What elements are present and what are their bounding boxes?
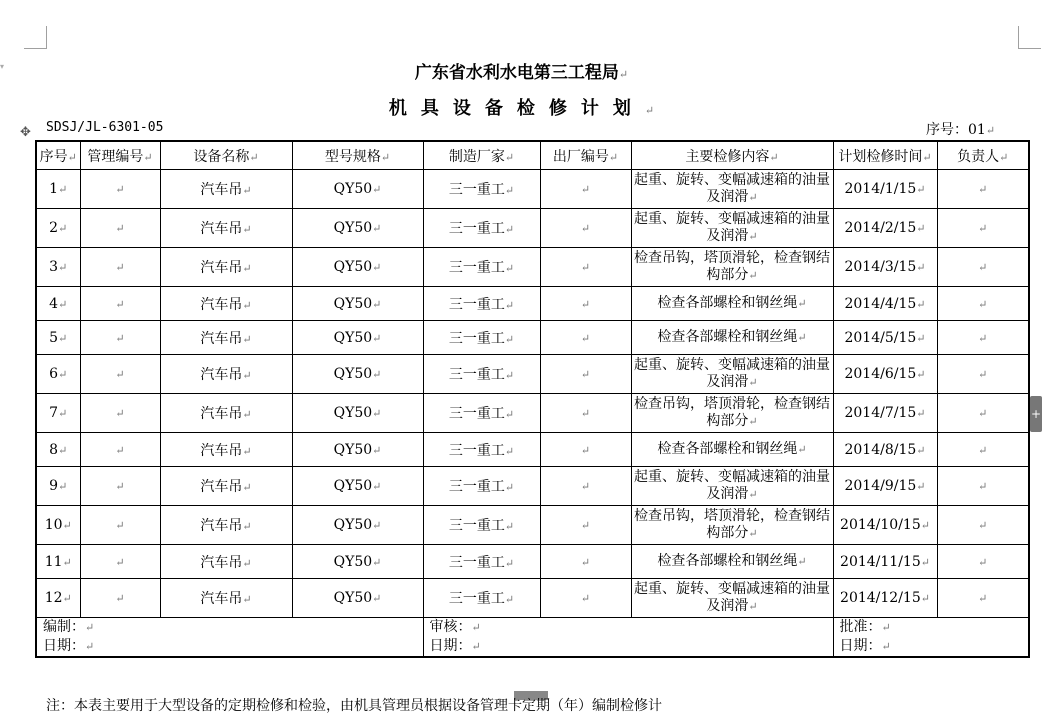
table-header-row xyxy=(36,141,1029,170)
factory-number-cell[interactable] xyxy=(540,355,631,394)
paragraph-mark-icon: ↵ xyxy=(916,443,926,457)
model-cell[interactable]: QY50↵ xyxy=(292,321,423,355)
factory-number-cell[interactable] xyxy=(540,170,631,209)
row-number-cell[interactable]: 11↵ xyxy=(36,545,80,579)
paragraph-mark-icon: ↵ xyxy=(580,183,591,196)
responsible-person-cell[interactable] xyxy=(937,394,1029,433)
equipment-name-cell[interactable]: 汽车吊↵ xyxy=(160,170,292,209)
row-number-cell[interactable]: 4↵ xyxy=(36,287,80,321)
equipment-name-cell[interactable]: 汽车吊↵ xyxy=(160,209,292,248)
management-number-cell[interactable] xyxy=(80,355,160,394)
management-number-cell[interactable] xyxy=(80,394,160,433)
paragraph-mark-icon: ↵ xyxy=(916,222,926,235)
maintenance-content-cell[interactable]: 检查各部螺栓和钢丝绳↵ xyxy=(631,287,833,321)
paragraph-mark-icon: ↵ xyxy=(58,443,68,457)
paragraph-mark-icon: ↵ xyxy=(58,368,68,381)
row-number-cell[interactable]: 6↵ xyxy=(36,355,80,394)
add-column-handle-icon[interactable]: + xyxy=(1030,396,1042,432)
management-number-cell[interactable] xyxy=(80,248,160,287)
paragraph-mark-icon: ↵ xyxy=(58,331,68,345)
responsible-person-cell[interactable] xyxy=(937,433,1029,467)
paragraph-mark-icon: ↵ xyxy=(580,368,591,381)
paragraph-mark-icon: ↵ xyxy=(504,223,515,236)
planned-date-cell[interactable]: 2014/5/15↵ xyxy=(833,321,937,355)
row-number-cell[interactable]: 8↵ xyxy=(36,433,80,467)
column-header[interactable]: 管理编号↵ xyxy=(80,141,160,170)
model-cell[interactable]: QY50↵ xyxy=(292,170,423,209)
row-number-cell[interactable]: 12↵ xyxy=(36,579,80,618)
paragraph-mark-icon: ↵ xyxy=(748,527,758,540)
factory-number-cell[interactable] xyxy=(540,209,631,248)
planned-date-cell[interactable]: 2014/4/15↵ xyxy=(833,287,937,321)
paragraph-mark-icon: ↵ xyxy=(372,222,382,235)
row-number-cell[interactable]: 7↵ xyxy=(36,394,80,433)
responsible-person-cell[interactable] xyxy=(937,545,1029,579)
table-row xyxy=(36,506,1029,545)
planned-date-cell[interactable]: 2014/7/15↵ xyxy=(833,394,937,433)
paragraph-mark-icon: ↵ xyxy=(372,297,382,311)
table-row xyxy=(36,545,1029,579)
responsible-person-cell[interactable] xyxy=(937,355,1029,394)
paragraph-mark-icon: ↵ xyxy=(115,407,125,420)
table-row xyxy=(36,355,1029,394)
paragraph-mark-icon: ↵ xyxy=(748,376,758,389)
paragraph-mark-icon: ↵ xyxy=(580,297,591,311)
paragraph-mark-icon: ↵ xyxy=(580,519,591,532)
responsible-person-cell[interactable] xyxy=(937,287,1029,321)
management-number-cell[interactable] xyxy=(80,170,160,209)
equipment-name-cell[interactable]: 汽车吊↵ xyxy=(160,506,292,545)
paragraph-mark-icon: ↵ xyxy=(242,262,252,275)
paragraph-mark-icon: ↵ xyxy=(748,191,758,204)
manufacturer-cell[interactable]: 三一重工↵ xyxy=(423,545,540,579)
column-header[interactable]: 计划检修时间↵ xyxy=(833,141,937,170)
manufacturer-cell[interactable]: 三一重工↵ xyxy=(423,355,540,394)
management-number-cell[interactable] xyxy=(80,545,160,579)
paragraph-mark-icon: ↵ xyxy=(372,368,382,381)
table-row xyxy=(36,248,1029,287)
paragraph-mark-icon: ↵ xyxy=(62,555,72,569)
paragraph-mark-icon: ↵ xyxy=(881,640,891,653)
paragraph-mark-icon: ↵ xyxy=(372,592,382,605)
model-cell[interactable]: QY50↵ xyxy=(292,394,423,433)
responsible-person-cell[interactable] xyxy=(937,248,1029,287)
responsible-person-cell[interactable] xyxy=(937,209,1029,248)
factory-number-cell[interactable] xyxy=(540,579,631,618)
planned-date-cell[interactable]: 2014/10/15↵ xyxy=(833,506,937,545)
paragraph-mark-icon: ↵ xyxy=(242,444,252,458)
column-header[interactable]: 负责人↵ xyxy=(937,141,1029,170)
paragraph-mark-icon: ↵ xyxy=(920,555,930,569)
paragraph-mark-icon: ↵ xyxy=(748,600,758,613)
paragraph-mark-icon: ↵ xyxy=(999,150,1009,164)
paragraph-mark-icon: ↵ xyxy=(797,297,807,310)
paragraph-mark-icon: ↵ xyxy=(978,443,988,457)
table-row xyxy=(36,209,1029,248)
model-cell[interactable]: QY50↵ xyxy=(292,433,423,467)
paragraph-mark-icon: ↵ xyxy=(372,519,382,532)
row-number-cell[interactable]: 9↵ xyxy=(36,467,80,506)
planned-date-cell[interactable]: 2014/8/15↵ xyxy=(833,433,937,467)
paragraph-mark-icon: ↵ xyxy=(978,183,988,196)
maintenance-content-cell[interactable]: 起重、旋转、变幅减速箱的油量及润滑↵ xyxy=(631,355,833,394)
paragraph-mark-icon: ↵ xyxy=(115,443,125,457)
footnote: 注：本表主要用于大型设备的定期检修和检验，由机具管理员根据设备管理卡定期（年）编制检修计 xyxy=(46,698,662,714)
equipment-name-cell[interactable]: 汽车吊↵ xyxy=(160,467,292,506)
column-header[interactable]: 制造厂家↵ xyxy=(423,141,540,170)
equipment-name-cell[interactable]: 汽车吊↵ xyxy=(160,287,292,321)
paragraph-mark-icon: ↵ xyxy=(242,332,252,346)
equipment-name-cell[interactable]: 汽车吊↵ xyxy=(160,248,292,287)
paragraph-mark-icon: ↵ xyxy=(580,555,591,569)
table-row xyxy=(36,287,1029,321)
organization-heading: 广东省水利水电第三工程局↵ xyxy=(414,63,629,83)
paragraph-mark-icon: ↵ xyxy=(580,592,591,605)
paragraph-mark-icon: ↵ xyxy=(580,443,591,457)
paragraph-mark-icon: ↵ xyxy=(115,368,125,381)
paragraph-mark-icon: ↵ xyxy=(62,592,72,605)
paragraph-mark-icon: ↵ xyxy=(372,407,382,420)
paragraph-mark-icon: ↵ xyxy=(242,298,252,312)
model-cell[interactable]: QY50↵ xyxy=(292,579,423,618)
maintenance-content-cell[interactable]: 起重、旋转、变幅减速箱的油量及润滑↵ xyxy=(631,579,833,618)
paragraph-mark-icon: ↵ xyxy=(504,481,515,494)
paragraph-mark-icon: ↵ xyxy=(58,480,68,493)
planned-date-cell[interactable]: 2014/11/15↵ xyxy=(833,545,937,579)
paragraph-mark-icon: ↵ xyxy=(916,331,926,345)
paragraph-mark-icon: ↵ xyxy=(380,150,391,164)
model-cell[interactable]: QY50↵ xyxy=(292,506,423,545)
row-number-cell[interactable]: 5↵ xyxy=(36,321,80,355)
planned-date-cell[interactable]: 2014/6/15↵ xyxy=(833,355,937,394)
manufacturer-cell[interactable]: 三一重工↵ xyxy=(423,467,540,506)
manufacturer-cell[interactable]: 三一重工↵ xyxy=(423,287,540,321)
paragraph-mark-icon: ↵ xyxy=(608,150,619,164)
paragraph-mark-icon: ↵ xyxy=(504,332,515,346)
document-code: SDSJ/JL-6301-05 xyxy=(46,120,164,135)
paragraph-mark-icon: ↵ xyxy=(978,261,988,274)
manufacturer-cell[interactable]: 三一重工↵ xyxy=(423,579,540,618)
table-row xyxy=(36,433,1029,467)
responsible-person-cell[interactable] xyxy=(937,579,1029,618)
paragraph-mark-icon: ↵ xyxy=(978,222,988,235)
paragraph-mark-icon: ↵ xyxy=(115,480,125,493)
factory-number-cell[interactable] xyxy=(540,433,631,467)
paragraph-mark-icon: ↵ xyxy=(242,556,252,570)
manufacturer-cell[interactable]: 三一重工↵ xyxy=(423,248,540,287)
factory-number-cell[interactable] xyxy=(540,287,631,321)
paragraph-mark-icon: ↵ xyxy=(143,150,153,164)
management-number-cell[interactable] xyxy=(80,287,160,321)
maintenance-content-cell[interactable]: 检查吊钩，塔顶滑轮，检查钢结构部分↵ xyxy=(631,506,833,545)
paragraph-mark-icon: ↵ xyxy=(115,261,125,274)
column-header[interactable]: 主要检修内容↵ xyxy=(631,141,833,170)
management-number-cell[interactable] xyxy=(80,209,160,248)
table-row xyxy=(36,170,1029,209)
paragraph-mark-icon: ↵ xyxy=(978,592,988,605)
paragraph-mark-icon: ↵ xyxy=(115,297,125,311)
paragraph-mark-icon: ↵ xyxy=(58,297,68,311)
paragraph-mark-icon: ↵ xyxy=(748,269,758,282)
paragraph-mark-icon: ↵ xyxy=(85,621,95,634)
paragraph-mark-icon: ↵ xyxy=(978,331,988,345)
responsible-person-cell[interactable] xyxy=(937,506,1029,545)
paragraph-mark-icon: ↵ xyxy=(67,150,77,164)
paragraph-mark-icon: ↵ xyxy=(372,183,382,196)
maintenance-plan-table xyxy=(35,140,1030,658)
factory-number-cell[interactable] xyxy=(540,545,631,579)
paragraph-mark-icon: ↵ xyxy=(115,183,125,196)
paragraph-mark-icon: ↵ xyxy=(504,556,515,570)
paragraph-mark-icon: ↵ xyxy=(504,184,515,197)
paragraph-mark-icon: ↵ xyxy=(372,480,382,493)
paragraph-mark-icon: ↵ xyxy=(115,592,125,605)
paragraph-mark-icon: ↵ xyxy=(978,297,988,311)
table-row xyxy=(36,321,1029,355)
paragraph-mark-icon: ↵ xyxy=(58,261,68,274)
column-header[interactable]: 序号↵ xyxy=(36,141,80,170)
paragraph-mark-icon: ↵ xyxy=(242,408,252,421)
model-cell[interactable]: QY50↵ xyxy=(292,467,423,506)
ruler-marker-icon: ▾ xyxy=(0,62,5,71)
planned-date-cell[interactable]: 2014/9/15↵ xyxy=(833,467,937,506)
paragraph-mark-icon: ↵ xyxy=(242,481,252,494)
paragraph-mark-icon: ↵ xyxy=(748,415,758,428)
paragraph-mark-icon: ↵ xyxy=(580,222,591,235)
paragraph-mark-icon: ↵ xyxy=(242,520,252,533)
page-corner-mark-top-right xyxy=(1018,26,1041,49)
document-title: 机具设备检修计划↵ xyxy=(388,98,655,119)
paragraph-mark-icon: ↵ xyxy=(978,555,988,569)
planned-date-cell[interactable]: 2014/3/15↵ xyxy=(833,248,937,287)
paragraph-mark-icon: ↵ xyxy=(372,555,382,569)
responsible-person-cell[interactable] xyxy=(937,467,1029,506)
paragraph-mark-icon: ↵ xyxy=(115,222,125,235)
paragraph-mark-icon: ↵ xyxy=(115,331,125,345)
manufacturer-cell[interactable]: 三一重工↵ xyxy=(423,506,540,545)
paragraph-mark-icon: ↵ xyxy=(985,124,996,137)
factory-number-cell[interactable] xyxy=(540,506,631,545)
equipment-name-cell[interactable]: 汽车吊↵ xyxy=(160,394,292,433)
management-number-cell[interactable] xyxy=(80,321,160,355)
paragraph-mark-icon: ↵ xyxy=(504,444,515,458)
manufacturer-cell[interactable]: 三一重工↵ xyxy=(423,321,540,355)
manufacturer-cell[interactable]: 三一重工↵ xyxy=(423,209,540,248)
paragraph-mark-icon: ↵ xyxy=(504,369,515,382)
equipment-name-cell[interactable]: 汽车吊↵ xyxy=(160,579,292,618)
management-number-cell[interactable] xyxy=(80,433,160,467)
paragraph-mark-icon: ↵ xyxy=(242,593,252,606)
model-cell[interactable]: QY50↵ xyxy=(292,545,423,579)
paragraph-mark-icon: ↵ xyxy=(881,621,891,634)
maintenance-content-cell[interactable]: 检查各部螺栓和钢丝绳↵ xyxy=(631,433,833,467)
paragraph-mark-icon: ↵ xyxy=(922,150,932,164)
paragraph-mark-icon: ↵ xyxy=(978,368,988,381)
responsible-person-cell[interactable] xyxy=(937,170,1029,209)
column-header[interactable]: 设备名称↵ xyxy=(160,141,292,170)
paragraph-mark-icon: ↵ xyxy=(769,150,779,164)
table-row xyxy=(36,579,1029,618)
paragraph-mark-icon: ↵ xyxy=(242,369,252,382)
management-number-cell[interactable] xyxy=(80,467,160,506)
paragraph-mark-icon: ↵ xyxy=(242,184,252,197)
paragraph-mark-icon: ↵ xyxy=(504,520,515,533)
model-cell[interactable]: QY50↵ xyxy=(292,355,423,394)
row-number-cell[interactable]: 2↵ xyxy=(36,209,80,248)
paragraph-mark-icon: ↵ xyxy=(471,640,481,653)
maintenance-content-cell[interactable]: 起重、旋转、变幅减速箱的油量及润滑↵ xyxy=(631,467,833,506)
paragraph-mark-icon: ↵ xyxy=(504,262,515,275)
table-row xyxy=(36,394,1029,433)
maintenance-content-cell[interactable]: 起重、旋转、变幅减速箱的油量及润滑↵ xyxy=(631,209,833,248)
equipment-name-cell[interactable]: 汽车吊↵ xyxy=(160,321,292,355)
paragraph-mark-icon: ↵ xyxy=(916,261,926,274)
paragraph-mark-icon: ↵ xyxy=(920,519,930,532)
paragraph-mark-icon: ↵ xyxy=(580,407,591,420)
paragraph-mark-icon: ↵ xyxy=(580,480,591,493)
maintenance-content-cell[interactable]: 起重、旋转、变幅减速箱的油量及润滑↵ xyxy=(631,170,833,209)
planned-date-cell[interactable]: 2014/1/15↵ xyxy=(833,170,937,209)
serial-number: 序号：01↵ xyxy=(926,122,996,138)
paragraph-mark-icon: ↵ xyxy=(748,488,758,501)
reviewed-cell[interactable]: 审核：↵ 日期：↵ xyxy=(423,618,833,658)
paragraph-mark-icon: ↵ xyxy=(62,519,72,532)
paragraph-mark-icon: ↵ xyxy=(115,555,125,569)
paragraph-mark-icon: ↵ xyxy=(978,480,988,493)
equipment-name-cell[interactable]: 汽车吊↵ xyxy=(160,355,292,394)
maintenance-content-cell[interactable]: 检查吊钩，塔顶滑轮，检查钢结构部分↵ xyxy=(631,394,833,433)
paragraph-mark-icon: ↵ xyxy=(580,331,591,345)
paragraph-mark-icon: ↵ xyxy=(372,261,382,274)
maintenance-content-cell[interactable]: 检查各部螺栓和钢丝绳↵ xyxy=(631,545,833,579)
page-corner-mark-top-left xyxy=(24,26,47,49)
paragraph-mark-icon: ↵ xyxy=(748,230,758,243)
equipment-name-cell[interactable]: 汽车吊↵ xyxy=(160,545,292,579)
planned-date-cell[interactable]: 2014/12/15↵ xyxy=(833,579,937,618)
paragraph-mark-icon: ↵ xyxy=(644,104,655,117)
paragraph-mark-icon: ↵ xyxy=(916,297,926,311)
paragraph-mark-icon: ↵ xyxy=(372,331,382,345)
paragraph-mark-icon: ↵ xyxy=(504,298,515,312)
table-row xyxy=(36,467,1029,506)
paragraph-mark-icon: ↵ xyxy=(58,222,68,235)
management-number-cell[interactable] xyxy=(80,579,160,618)
paragraph-mark-icon: ↵ xyxy=(916,183,926,196)
maintenance-content-cell[interactable]: 检查吊钩，塔顶滑轮，检查钢结构部分↵ xyxy=(631,248,833,287)
column-header[interactable]: 型号规格↵ xyxy=(292,141,423,170)
manufacturer-cell[interactable]: 三一重工↵ xyxy=(423,394,540,433)
model-cell[interactable]: QY50↵ xyxy=(292,209,423,248)
paragraph-mark-icon: ↵ xyxy=(504,593,515,606)
row-number-cell[interactable]: 10↵ xyxy=(36,506,80,545)
equipment-name-cell[interactable]: 汽车吊↵ xyxy=(160,433,292,467)
paragraph-mark-icon: ↵ xyxy=(115,519,125,532)
paragraph-mark-icon: ↵ xyxy=(916,480,926,493)
prepared-cell[interactable]: 编制：↵ 日期：↵ xyxy=(36,618,423,658)
model-cell[interactable]: QY50↵ xyxy=(292,287,423,321)
paragraph-mark-icon: ↵ xyxy=(58,407,68,420)
paragraph-mark-icon: ↵ xyxy=(504,150,515,164)
paragraph-mark-icon: ↵ xyxy=(916,407,926,420)
paragraph-mark-icon: ↵ xyxy=(978,519,988,532)
paragraph-mark-icon: ↵ xyxy=(58,183,68,196)
planned-date-cell[interactable]: 2014/2/15↵ xyxy=(833,209,937,248)
factory-number-cell[interactable] xyxy=(540,467,631,506)
manufacturer-cell[interactable]: 三一重工↵ xyxy=(423,170,540,209)
paragraph-mark-icon: ↵ xyxy=(797,331,807,344)
paragraph-mark-icon: ↵ xyxy=(249,150,259,164)
paragraph-mark-icon: ↵ xyxy=(580,261,591,274)
paragraph-mark-icon: ↵ xyxy=(85,640,95,653)
paragraph-mark-icon: ↵ xyxy=(920,592,930,605)
table-move-handle-icon[interactable]: ✥ xyxy=(20,125,31,140)
factory-number-cell[interactable] xyxy=(540,248,631,287)
management-number-cell[interactable] xyxy=(80,506,160,545)
paragraph-mark-icon: ↵ xyxy=(797,555,807,568)
paragraph-mark-icon: ↵ xyxy=(916,368,926,381)
factory-number-cell[interactable] xyxy=(540,394,631,433)
paragraph-mark-icon: ↵ xyxy=(471,621,481,634)
row-number-cell[interactable]: 1↵ xyxy=(36,170,80,209)
signature-row xyxy=(36,618,1029,658)
maintenance-content-cell[interactable]: 检查各部螺栓和钢丝绳↵ xyxy=(631,321,833,355)
paragraph-mark-icon: ↵ xyxy=(978,407,988,420)
paragraph-mark-icon: ↵ xyxy=(242,223,252,236)
paragraph-mark-icon: ↵ xyxy=(618,68,629,81)
manufacturer-cell[interactable]: 三一重工↵ xyxy=(423,433,540,467)
paragraph-mark-icon: ↵ xyxy=(372,443,382,457)
model-cell[interactable]: QY50↵ xyxy=(292,248,423,287)
paragraph-mark-icon: ↵ xyxy=(504,408,515,421)
paragraph-mark-icon: ↵ xyxy=(797,443,807,456)
row-number-cell[interactable]: 3↵ xyxy=(36,248,80,287)
responsible-person-cell[interactable] xyxy=(937,321,1029,355)
column-header[interactable]: 出厂编号↵ xyxy=(540,141,631,170)
factory-number-cell[interactable] xyxy=(540,321,631,355)
approved-cell[interactable]: 批准：↵ 日期：↵ xyxy=(833,618,1029,658)
